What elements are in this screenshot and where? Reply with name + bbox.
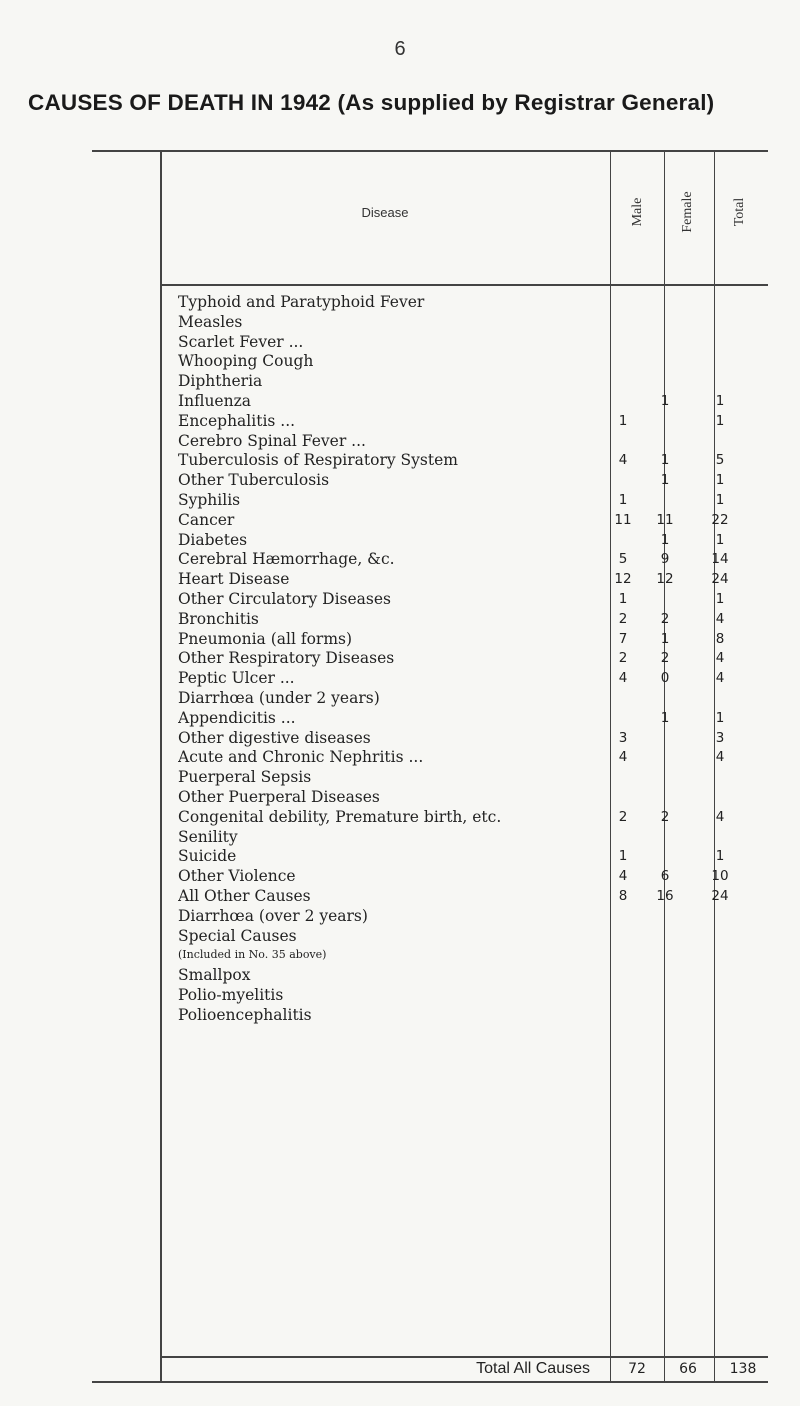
disease-name: Cerebral Hæmorrhage, &c. (178, 550, 395, 569)
total-count: 10 (711, 868, 729, 885)
male-count: 12 (614, 571, 632, 588)
column-header-female: Female (680, 191, 695, 233)
female-count: 16 (656, 888, 674, 904)
header-bottom-rule (160, 284, 768, 286)
totals-label: Total All Causes (476, 1360, 590, 1377)
table-row (0, 391, 800, 411)
total-count: 4 (715, 808, 725, 825)
table-row (0, 787, 800, 807)
column-header-male: Male (630, 197, 645, 227)
table-row (0, 648, 800, 668)
totals-male: 72 (628, 1361, 646, 1377)
table-row (0, 728, 800, 748)
disease-name: Other digestive diseases (178, 728, 371, 747)
female-count: 1 (660, 531, 670, 548)
female-count: 1 (660, 393, 670, 409)
female-count: 2 (660, 650, 670, 667)
male-count: 3 (618, 729, 628, 746)
disease-name: Suicide (178, 847, 237, 866)
table-row (0, 371, 800, 391)
disease-name: Measles (178, 312, 243, 331)
total-count: 24 (711, 571, 729, 588)
disease-name: Scarlet Fever ... (178, 332, 304, 351)
total-count: 8 (715, 630, 725, 647)
table-bottom-rule (92, 1381, 768, 1383)
male-count: 2 (618, 610, 628, 627)
total-count: 22 (711, 511, 729, 528)
male-count: 4 (618, 868, 628, 885)
table-row (0, 1005, 800, 1025)
table-row (0, 866, 800, 886)
table-row (0, 629, 800, 649)
disease-name: Cancer (178, 510, 235, 529)
totals-row (0, 1357, 800, 1381)
table-row (0, 965, 800, 985)
table-row (0, 470, 800, 490)
table-row (0, 747, 800, 767)
total-count: 3 (715, 729, 725, 746)
disease-name: Diphtheria (178, 372, 263, 391)
male-count: 4 (618, 452, 628, 469)
male-count: 8 (618, 888, 628, 904)
table-row (0, 292, 800, 312)
table-row (0, 530, 800, 550)
total-count: 14 (711, 551, 729, 568)
total-count: 4 (715, 749, 725, 766)
column-header-total: Total (732, 197, 747, 227)
male-count: 5 (618, 551, 628, 568)
female-count: 1 (660, 709, 670, 726)
disease-name: Other Respiratory Diseases (178, 649, 395, 668)
table-row (0, 688, 800, 708)
disease-name: Congenital debility, Premature birth, etc. (178, 807, 502, 826)
column-header-disease: Disease (361, 205, 409, 220)
table-row (0, 827, 800, 847)
disease-name: Syphilis (178, 491, 241, 509)
total-count: 1 (715, 492, 725, 508)
disease-name: Polio-myelitis (178, 986, 284, 1004)
table-row (0, 411, 800, 431)
female-count: 12 (656, 571, 674, 588)
table-top-rule (92, 150, 768, 152)
disease-name: Polioencephalitis (178, 1005, 312, 1024)
total-count: 4 (715, 670, 725, 687)
total-count: 1 (715, 591, 725, 607)
disease-name: Special Causes (178, 926, 297, 945)
table-row (0, 767, 800, 787)
table-row (0, 351, 800, 371)
male-count: 1 (618, 492, 628, 508)
disease-name: Senility (178, 827, 238, 846)
total-count: 1 (715, 848, 725, 865)
disease-name: Other Violence (178, 867, 296, 886)
disease-name: Whooping Cough (178, 352, 314, 371)
disease-name: Heart Disease (178, 570, 290, 589)
table-row (0, 312, 800, 332)
female-count: 2 (660, 808, 670, 825)
table-row (0, 431, 800, 451)
table-row (0, 609, 800, 629)
male-count: 11 (614, 511, 632, 528)
disease-name: Other Tuberculosis (178, 471, 330, 490)
table-row (0, 926, 800, 946)
table-row (0, 708, 800, 728)
male-count: 7 (618, 630, 628, 647)
table-row (0, 589, 800, 609)
total-count: 4 (715, 610, 725, 627)
disease-name: Acute and Chronic Nephritis ... (178, 748, 424, 767)
table-row (0, 668, 800, 688)
disease-name: Typhoid and Paratyphoid Fever (178, 293, 425, 311)
male-count: 2 (618, 808, 628, 825)
male-count: 2 (618, 650, 628, 667)
female-count: 0 (660, 670, 670, 687)
male-count: 4 (618, 670, 628, 687)
table-row (0, 450, 800, 470)
page-title: CAUSES OF DEATH IN 1942 (As supplied by Registrar General) (28, 90, 715, 115)
female-count: 1 (660, 630, 670, 647)
female-count: 9 (660, 551, 670, 568)
disease-name: Cerebro Spinal Fever ... (178, 431, 366, 450)
disease-name: Puerperal Sepsis (178, 768, 312, 787)
table-row (0, 807, 800, 827)
female-count: 2 (660, 610, 670, 627)
male-count: 1 (618, 591, 628, 607)
disease-name: Bronchitis (178, 609, 259, 628)
total-count: 4 (715, 650, 725, 667)
disease-name: Tuberculosis of Respiratory System (178, 451, 458, 470)
table-row (0, 332, 800, 352)
total-count: 24 (711, 888, 729, 904)
disease-name: Diarrhœa (under 2 years) (178, 689, 380, 707)
table-row (0, 569, 800, 589)
disease-name: Other Puerperal Diseases (178, 788, 380, 806)
male-count: 1 (618, 412, 628, 429)
page-number: 6 (394, 38, 406, 60)
disease-name: Encephalitis ... (178, 411, 296, 430)
male-count: 1 (618, 848, 628, 865)
total-count: 1 (715, 472, 725, 489)
female-count: 1 (660, 472, 670, 489)
totals-total: 138 (729, 1361, 757, 1377)
table-row (0, 886, 800, 906)
table-row (0, 945, 800, 965)
disease-name: Peptic Ulcer ... (178, 669, 295, 688)
total-count: 5 (715, 452, 725, 469)
total-count: 1 (715, 709, 725, 726)
table-row (0, 549, 800, 569)
female-count: 11 (656, 511, 674, 528)
disease-name: Influenza (178, 392, 251, 410)
table-row (0, 846, 800, 866)
disease-name: Other Circulatory Diseases (178, 590, 392, 608)
table-row (0, 906, 800, 926)
disease-name: Appendicitis ... (178, 708, 296, 727)
table-row (0, 985, 800, 1005)
female-count: 1 (660, 452, 670, 469)
table-row (0, 510, 800, 530)
disease-name: All Other Causes (178, 887, 311, 905)
female-count: 6 (660, 868, 670, 885)
total-count: 1 (715, 393, 725, 409)
disease-name: (Included in No. 35 above) (178, 948, 327, 962)
totals-female: 66 (679, 1361, 697, 1377)
total-count: 1 (715, 531, 725, 548)
disease-name: Diabetes (178, 530, 248, 549)
disease-name: Diarrhœa (over 2 years) (178, 906, 368, 925)
disease-name: Pneumonia (all forms) (178, 629, 353, 648)
disease-name: Smallpox (178, 966, 251, 985)
table-row (0, 490, 800, 510)
male-count: 4 (618, 749, 628, 766)
total-count: 1 (715, 412, 725, 429)
